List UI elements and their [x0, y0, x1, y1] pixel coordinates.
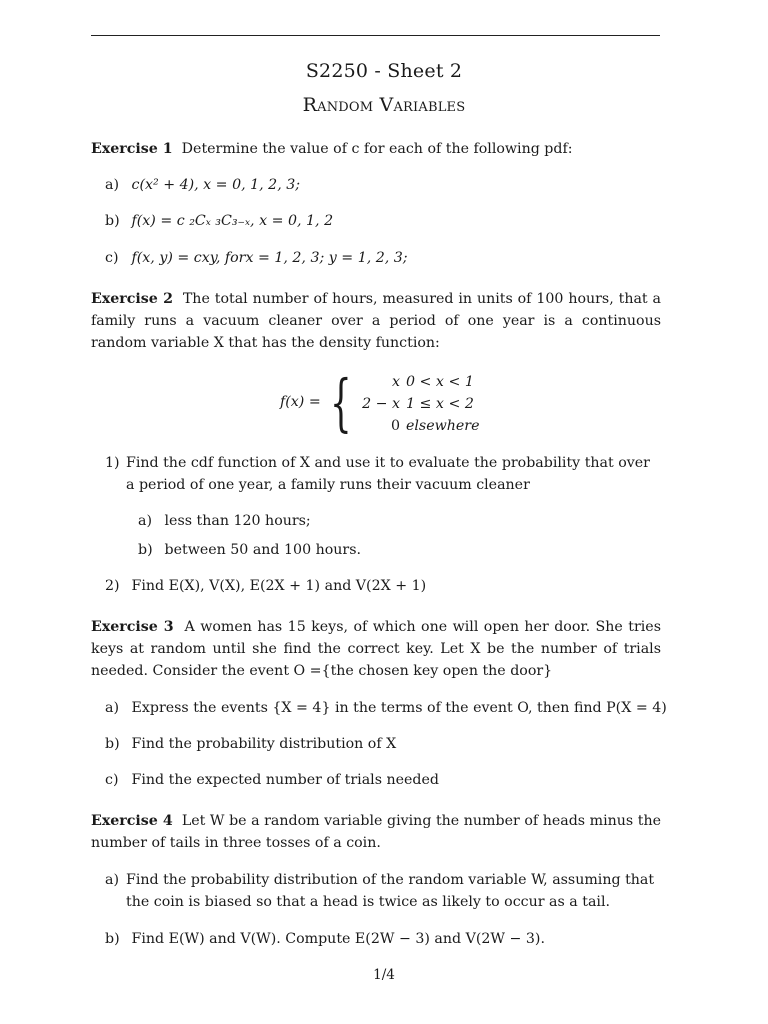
item-text: Find E(W) and V(W). Compute E(2W − 3) and V(2W − 3).: [131, 931, 545, 947]
exercise-1-item-c: [105, 247, 408, 269]
header-rule: [91, 35, 660, 36]
item-label: b): [105, 213, 120, 229]
exercise-3-label: Exercise 3: [91, 619, 174, 635]
exercise-2-question-2: [105, 575, 426, 597]
item-label: 1): [105, 455, 120, 471]
exercise-4-item-b: [105, 928, 545, 950]
exercise-2-question-1: [105, 452, 661, 496]
item-label: a): [105, 700, 119, 716]
item-text: between 50 and 100 hours.: [164, 542, 362, 558]
sheet-title: S2250 - Sheet 2: [305, 60, 463, 82]
exercise-1-item-b: [105, 210, 333, 232]
case-expr: 0: [390, 418, 400, 434]
case-expr: x: [391, 374, 400, 390]
case-cond: 0 < x < 1: [406, 374, 474, 390]
exercise-2-question-1b: [138, 539, 361, 561]
item-label: 2): [105, 578, 120, 594]
item-label: b): [105, 736, 120, 752]
item-label: b): [138, 542, 153, 558]
exercise-4-label: Exercise 4: [91, 813, 173, 829]
item-label: b): [105, 931, 120, 947]
exercise-1-statement: [91, 138, 661, 160]
item-text: less than 120 hours;: [164, 513, 311, 529]
case-expr: 2 − x: [362, 396, 400, 412]
exercise-2-question-1a: [138, 510, 311, 532]
item-text: Find the cdf function of X and use it to evaluate the probability that over a period of one year, a family runs their vacuum cleaner: [126, 455, 650, 493]
exercise-2-statement: [91, 288, 661, 354]
exercise-3-text: A women has 15 keys, of which one will open her door. She tries keys at random until she find the correct key. Let X be the number of trials needed. Consider the event O ={the chosen key open the door}: [91, 619, 661, 679]
case-row-1: [348, 374, 478, 394]
item-label: a): [105, 177, 119, 193]
item-label: a): [138, 513, 152, 529]
exercise-3-item-a: [105, 697, 667, 719]
exercise-1-text: Determine the value of c for each of the following pdf:: [181, 141, 573, 157]
exercise-3-statement: [91, 616, 661, 682]
exercise-4-statement: [91, 810, 661, 854]
item-text: f(x) = c ₂Cₓ ₃C₃₋ₓ, x = 0, 1, 2: [131, 213, 334, 229]
item-label: c): [105, 250, 119, 266]
item-text: Find the expected number of trials needed: [131, 772, 439, 788]
item-label: a): [105, 872, 119, 888]
case-cond: 1 ≤ x < 2: [406, 396, 474, 412]
item-text: f(x, y) = cxy, forx = 1, 2, 3; y = 1, 2, 3;: [131, 250, 408, 266]
item-text: Find the probability distribution of X: [131, 736, 397, 752]
item-text: Find the probability distribution of the random variable W, assuming that the coin is biased so that a head is twice as likely to occur as a tail.: [126, 872, 655, 910]
exercise-1-item-a: [105, 174, 300, 196]
item-label: c): [105, 772, 119, 788]
page-number: 1/4: [373, 967, 395, 983]
exercise-4-item-a: [105, 869, 661, 913]
case-cond: elsewhere: [406, 418, 480, 434]
sheet-subtitle: Random Variables: [302, 94, 466, 116]
item-text: c(x² + 4), x = 0, 1, 2, 3;: [131, 177, 301, 193]
exercise-2-label: Exercise 2: [91, 291, 174, 307]
exercise-3-item-b: [105, 733, 396, 755]
item-text: Find E(X), V(X), E(2X + 1) and V(2X + 1): [131, 578, 427, 594]
left-brace: {: [330, 366, 352, 439]
exercise-1-label: Exercise 1: [91, 141, 173, 157]
exercise-4-text: Let W be a random variable giving the number of heads minus the number of tails in three tosses of a coin.: [91, 813, 661, 851]
density-function: [280, 366, 480, 440]
exercise-2-text: The total number of hours, measured in units of 100 hours, that a family runs a vacuum cleaner over a period of one year is a continuous random variable X that has the density function:: [91, 291, 661, 351]
item-text: Express the events {X = 4} in the terms of the event O, then find P(X = 4): [131, 700, 667, 716]
case-row-3: [348, 418, 478, 438]
case-row-2: [348, 396, 478, 416]
density-lhs: f(x) =: [280, 394, 321, 410]
exercise-3-item-c: [105, 769, 439, 791]
